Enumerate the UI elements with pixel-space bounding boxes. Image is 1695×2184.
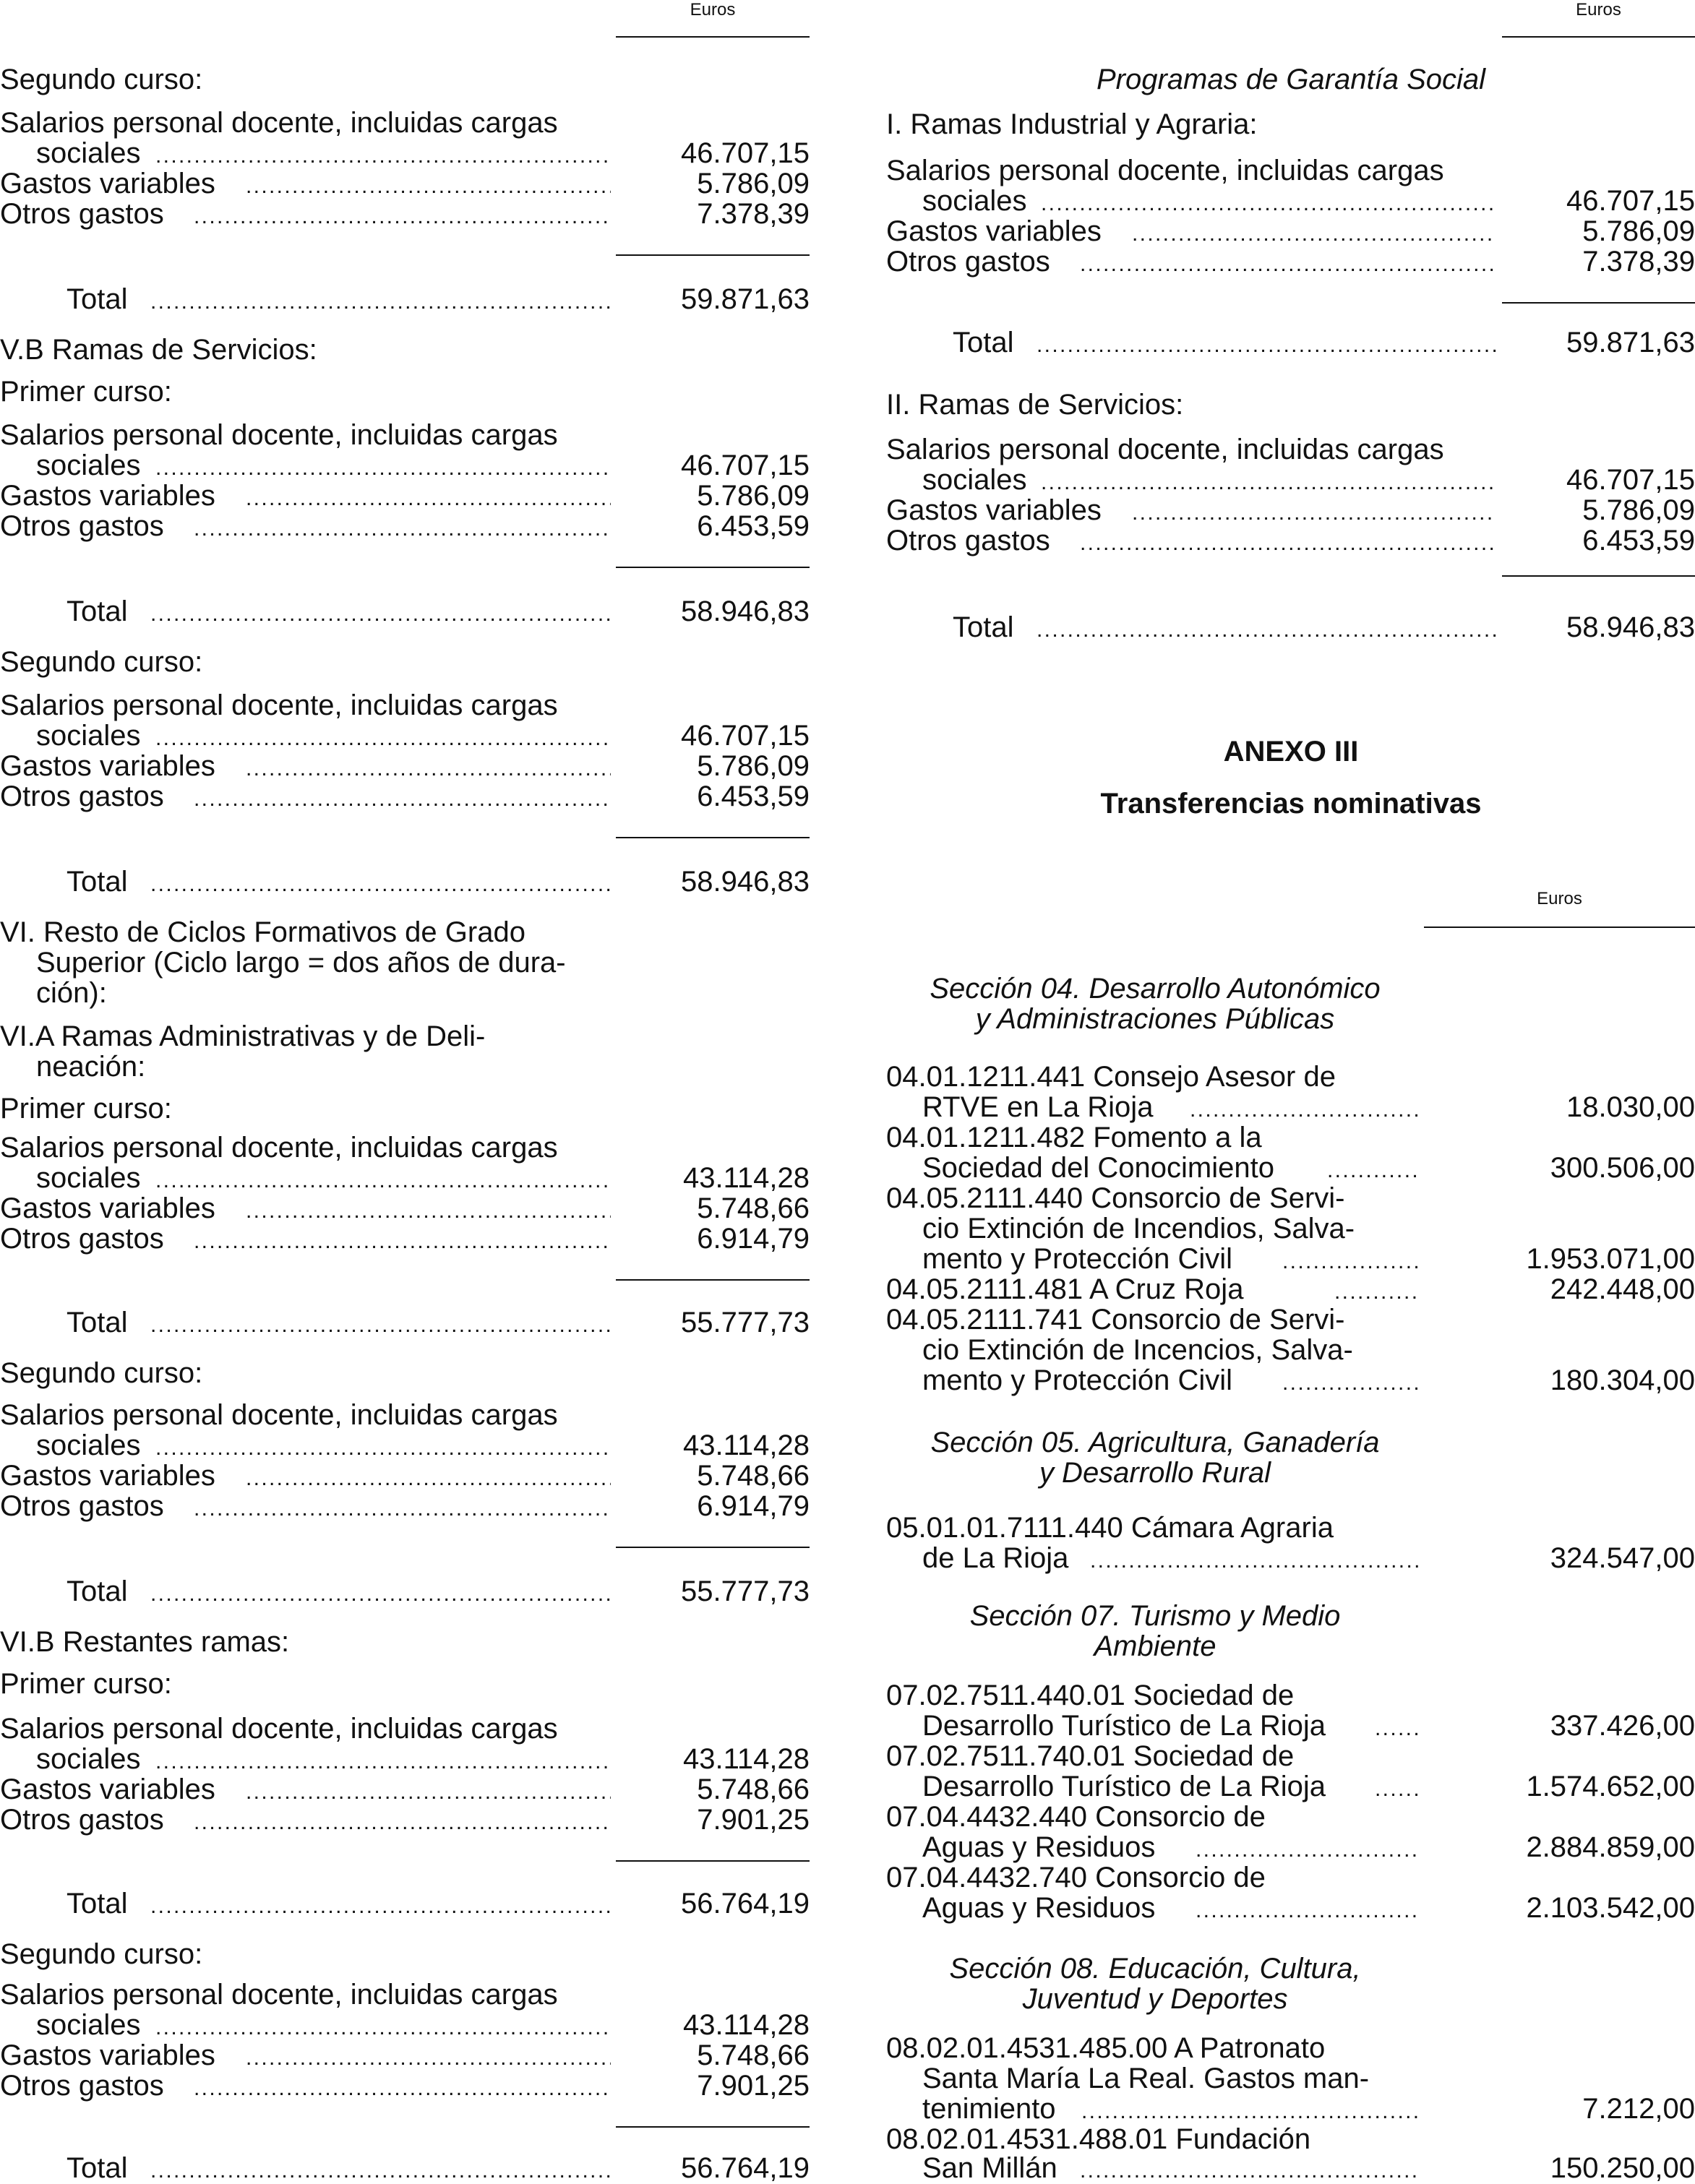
section-label: Segundo curso: (0, 64, 203, 95)
amount: 7.212,00 (1582, 2093, 1695, 2125)
annex-title: ANEXO III (1223, 736, 1359, 768)
leader-dots (155, 1743, 611, 1775)
amount: 6.914,79 (697, 1490, 810, 1522)
amount: 5.786,09 (1582, 494, 1695, 526)
section-label: Segundo curso: (0, 1357, 203, 1389)
leader-dots (194, 1223, 611, 1255)
euros-header: Euros (690, 0, 736, 20)
line-text: sociales (36, 137, 141, 169)
line-text: Santa María La Real. Gastos man- (922, 2063, 1370, 2094)
annex-subtitle: Transferencias nominativas (1100, 788, 1482, 820)
total-amount: 59.871,63 (681, 283, 810, 315)
line-text: Salarios personal docente, incluidas cargas (886, 155, 1444, 186)
amount: 324.547,00 (1550, 1542, 1695, 1574)
leader-dots (1081, 2093, 1421, 2125)
leader-dots (155, 1162, 611, 1194)
line-text: Otros gastos (0, 1223, 164, 1255)
amount: 5.786,09 (697, 750, 810, 782)
total-rule (1502, 302, 1695, 304)
leader-dots (246, 1192, 611, 1224)
line-text: sociales (36, 1430, 141, 1461)
section-heading: Sección 04. Desarrollo Autonómico (930, 973, 1381, 1005)
section-label: VI.B Restantes ramas: (0, 1626, 290, 1658)
leader-dots (1080, 2152, 1421, 2184)
leader-dots (1375, 1771, 1421, 1802)
amount: 6.453,59 (1582, 525, 1695, 556)
section-label: Superior (Ciclo largo = dos años de dura- (36, 947, 566, 979)
amount: 5.748,66 (697, 2039, 810, 2071)
total-label: Total (66, 2152, 128, 2184)
section-label: Primer curso: (0, 376, 172, 408)
amount: 18.030,00 (1566, 1091, 1695, 1123)
line-text: Aguas y Residuos (922, 1831, 1156, 1863)
line-text: 08.02.01.4531.488.01 Fundación (886, 2123, 1311, 2155)
total-rule (616, 2126, 810, 2128)
total-amount: 55.777,73 (681, 1307, 810, 1338)
line-text: Salarios personal docente, incluidas cargas (0, 1132, 558, 1164)
leader-dots (246, 2039, 611, 2071)
section-label: Primer curso: (0, 1093, 172, 1125)
leader-dots (246, 1774, 611, 1805)
leader-dots (1037, 327, 1496, 358)
leader-dots (155, 137, 611, 169)
amount: 43.114,28 (683, 1743, 810, 1775)
line-text: sociales (36, 450, 141, 481)
line-text: Desarrollo Turístico de La Rioja (922, 1710, 1326, 1742)
leader-dots (150, 2152, 611, 2184)
leader-dots (1282, 1243, 1421, 1275)
leader-dots (1041, 464, 1496, 496)
amount: 5.748,66 (697, 1460, 810, 1492)
section-label: V.B Ramas de Servicios: (0, 334, 317, 366)
leader-dots (1132, 494, 1496, 526)
line-text: sociales (922, 464, 1027, 496)
line-text: sociales (36, 1743, 141, 1775)
line-text: Otros gastos (0, 781, 164, 812)
total-label: Total (66, 866, 128, 898)
amount: 43.114,28 (683, 2009, 810, 2041)
line-text: 04.01.1211.482 Fomento a la (886, 1122, 1262, 1153)
leader-dots (246, 168, 611, 199)
line-text: Salarios personal docente, incluidas cargas (0, 419, 558, 451)
line-text: Gastos variables (0, 168, 215, 199)
amount: 1.574.652,00 (1526, 1771, 1695, 1802)
amount: 7.901,25 (697, 1804, 810, 1836)
leader-dots (1334, 1273, 1421, 1305)
total-label: Total (66, 283, 128, 315)
line-text: 07.04.4432.740 Consorcio de (886, 1862, 1266, 1893)
section-heading: Juventud y Deportes (1022, 1983, 1288, 2015)
line-text: 07.02.7511.440.01 Sociedad de (886, 1680, 1295, 1711)
total-label: Total (66, 596, 128, 627)
section-label: II. Ramas de Servicios: (886, 389, 1184, 421)
line-text: tenimiento (922, 2093, 1056, 2125)
section-heading: Sección 08. Educación, Cultura, (949, 1953, 1361, 1985)
total-rule (616, 837, 810, 838)
leader-dots (246, 750, 611, 782)
total-rule (616, 1547, 810, 1548)
header-rule (1502, 36, 1695, 38)
line-text: Desarrollo Turístico de La Rioja (922, 1771, 1326, 1802)
amount: 5.786,09 (697, 168, 810, 199)
line-text: Salarios personal docente, incluidas cargas (0, 1713, 558, 1745)
leader-dots (1327, 1152, 1421, 1184)
leader-dots (150, 283, 611, 315)
leader-dots (194, 198, 611, 230)
leader-dots (1041, 185, 1496, 217)
line-text: Otros gastos (886, 525, 1050, 556)
line-text: Gastos variables (0, 480, 215, 512)
line-text: Otros gastos (0, 2070, 164, 2102)
line-text: RTVE en La Rioja (922, 1091, 1154, 1123)
amount: 150.250,00 (1550, 2152, 1695, 2184)
line-text: San Millán (922, 2152, 1057, 2184)
leader-dots (194, 510, 611, 542)
leader-dots (1080, 246, 1496, 278)
amount: 5.748,66 (697, 1192, 810, 1224)
total-amount: 56.764,19 (681, 2152, 810, 2184)
line-text: Gastos variables (886, 215, 1102, 247)
amount: 46.707,15 (681, 450, 810, 481)
total-rule (616, 567, 810, 568)
amount: 300.506,00 (1550, 1152, 1695, 1184)
line-text: cio Extinción de Incencios, Salva- (922, 1334, 1353, 1366)
line-text: cio Extinción de Incendios, Salva- (922, 1213, 1355, 1244)
amount: 6.453,59 (697, 781, 810, 812)
amount: 5.786,09 (1582, 215, 1695, 247)
amount: 46.707,15 (681, 137, 810, 169)
section-heading: Sección 05. Agricultura, Ganadería (930, 1427, 1380, 1458)
amount: 46.707,15 (1566, 464, 1695, 496)
section-label: Segundo curso: (0, 646, 203, 678)
total-label: Total (953, 611, 1014, 643)
leader-dots (1282, 1364, 1421, 1396)
line-text: 04.05.2111.741 Consorcio de Servi- (886, 1304, 1345, 1336)
leader-dots (1375, 1710, 1421, 1742)
leader-dots (1132, 215, 1496, 247)
section-label: I. Ramas Industrial y Agraria: (886, 108, 1258, 140)
amount: 43.114,28 (683, 1430, 810, 1461)
leader-dots (246, 480, 611, 512)
leader-dots (150, 1575, 611, 1607)
line-text: mento y Protección Civil (922, 1243, 1233, 1275)
line-text: Otros gastos (0, 1490, 164, 1522)
line-text: sociales (36, 2009, 141, 2041)
leader-dots (150, 1888, 611, 1919)
line-text: 04.05.2111.481 A Cruz Roja (886, 1273, 1244, 1305)
line-text: Aguas y Residuos (922, 1892, 1156, 1924)
line-text: Salarios personal docente, incluidas cargas (0, 107, 558, 139)
header-rule (1424, 927, 1695, 928)
total-amount: 56.764,19 (681, 1888, 810, 1919)
line-text: Sociedad del Conocimiento (922, 1152, 1274, 1184)
leader-dots (194, 2070, 611, 2102)
line-text: Salarios personal docente, incluidas cargas (0, 1979, 558, 2011)
line-text: 07.04.4432.440 Consorcio de (886, 1801, 1266, 1833)
amount: 46.707,15 (1566, 185, 1695, 217)
total-amount: 59.871,63 (1566, 327, 1695, 358)
line-text: Otros gastos (0, 198, 164, 230)
line-text: sociales (36, 1162, 141, 1194)
amount: 46.707,15 (681, 720, 810, 752)
amount: 1.953.071,00 (1526, 1243, 1695, 1275)
line-text: Gastos variables (0, 750, 215, 782)
total-label: Total (66, 1888, 128, 1919)
line-text: 05.01.01.7111.440 Cámara Agraria (886, 1512, 1334, 1544)
leader-dots (155, 1430, 611, 1461)
line-text: 04.05.2111.440 Consorcio de Servi- (886, 1182, 1345, 1214)
leader-dots (1190, 1091, 1421, 1123)
euros-header: Euros (1576, 0, 1621, 20)
line-text: de La Rioja (922, 1542, 1069, 1574)
amount: 7.378,39 (697, 198, 810, 230)
total-label: Total (953, 327, 1014, 358)
amount: 2.103.542,00 (1526, 1892, 1695, 1924)
header-rule (616, 36, 810, 38)
leader-dots (1196, 1831, 1421, 1863)
line-text: Otros gastos (0, 510, 164, 542)
section-label: ción): (36, 977, 107, 1009)
section-label: neación: (36, 1051, 146, 1083)
line-text: Otros gastos (886, 246, 1050, 278)
leader-dots (246, 1460, 611, 1492)
line-text: Salarios personal docente, incluidas cargas (0, 689, 558, 721)
line-text: Gastos variables (0, 1192, 215, 1224)
section-heading: Ambiente (1094, 1630, 1216, 1662)
leader-dots (1090, 1542, 1421, 1574)
line-text: Gastos variables (886, 494, 1102, 526)
total-rule (616, 1860, 810, 1862)
line-text: 08.02.01.4531.485.00 A Patronato (886, 2032, 1326, 2064)
leader-dots (1196, 1892, 1421, 1924)
line-text: mento y Protección Civil (922, 1364, 1233, 1396)
line-text: 07.02.7511.740.01 Sociedad de (886, 1740, 1295, 1772)
line-text: Gastos variables (0, 1774, 215, 1805)
line-text: Gastos variables (0, 1460, 215, 1492)
amount: 7.378,39 (1582, 246, 1695, 278)
leader-dots (194, 1490, 611, 1522)
amount: 337.426,00 (1550, 1710, 1695, 1742)
amount: 43.114,28 (683, 1162, 810, 1194)
line-text: Gastos variables (0, 2039, 215, 2071)
amount: 6.453,59 (697, 510, 810, 542)
amount: 5.748,66 (697, 1774, 810, 1805)
line-text: sociales (36, 720, 141, 752)
total-rule (616, 1279, 810, 1281)
amount: 5.786,09 (697, 480, 810, 512)
total-amount: 55.777,73 (681, 1575, 810, 1607)
amount: 7.901,25 (697, 2070, 810, 2102)
amount: 180.304,00 (1550, 1364, 1695, 1396)
leader-dots (150, 866, 611, 898)
section-heading: Sección 07. Turismo y Medio (969, 1600, 1341, 1632)
leader-dots (150, 1307, 611, 1338)
leader-dots (1037, 611, 1496, 643)
section-label: VI.A Ramas Administrativas y de Deli- (0, 1020, 486, 1052)
amount: 6.914,79 (697, 1223, 810, 1255)
leader-dots (194, 781, 611, 812)
total-amount: 58.946,83 (1566, 611, 1695, 643)
line-text: sociales (922, 185, 1027, 217)
leader-dots (155, 2009, 611, 2041)
section-label: Segundo curso: (0, 1938, 203, 1970)
total-label: Total (66, 1307, 128, 1338)
leader-dots (194, 1804, 611, 1836)
line-text: Salarios personal docente, incluidas cargas (886, 434, 1444, 465)
section-label: VI. Resto de Ciclos Formativos de Grado (0, 916, 525, 948)
leader-dots (1080, 525, 1496, 556)
total-rule (1502, 575, 1695, 577)
total-amount: 58.946,83 (681, 596, 810, 627)
leader-dots (155, 720, 611, 752)
line-text: Otros gastos (0, 1804, 164, 1836)
euros-header: Euros (1537, 889, 1582, 908)
total-rule (616, 254, 810, 256)
section-label: Primer curso: (0, 1668, 172, 1700)
section-heading: y Desarrollo Rural (1039, 1457, 1271, 1489)
section-heading: y Administraciones Públicas (975, 1003, 1335, 1035)
line-text: 04.01.1211.441 Consejo Asesor de (886, 1061, 1336, 1093)
total-amount: 58.946,83 (681, 866, 810, 898)
amount: 242.448,00 (1550, 1273, 1695, 1305)
line-text: Salarios personal docente, incluidas cargas (0, 1399, 558, 1431)
leader-dots (150, 596, 611, 627)
total-label: Total (66, 1575, 128, 1607)
amount: 2.884.859,00 (1526, 1831, 1695, 1863)
leader-dots (155, 450, 611, 481)
section-heading: Programas de Garantía Social (1096, 64, 1486, 95)
